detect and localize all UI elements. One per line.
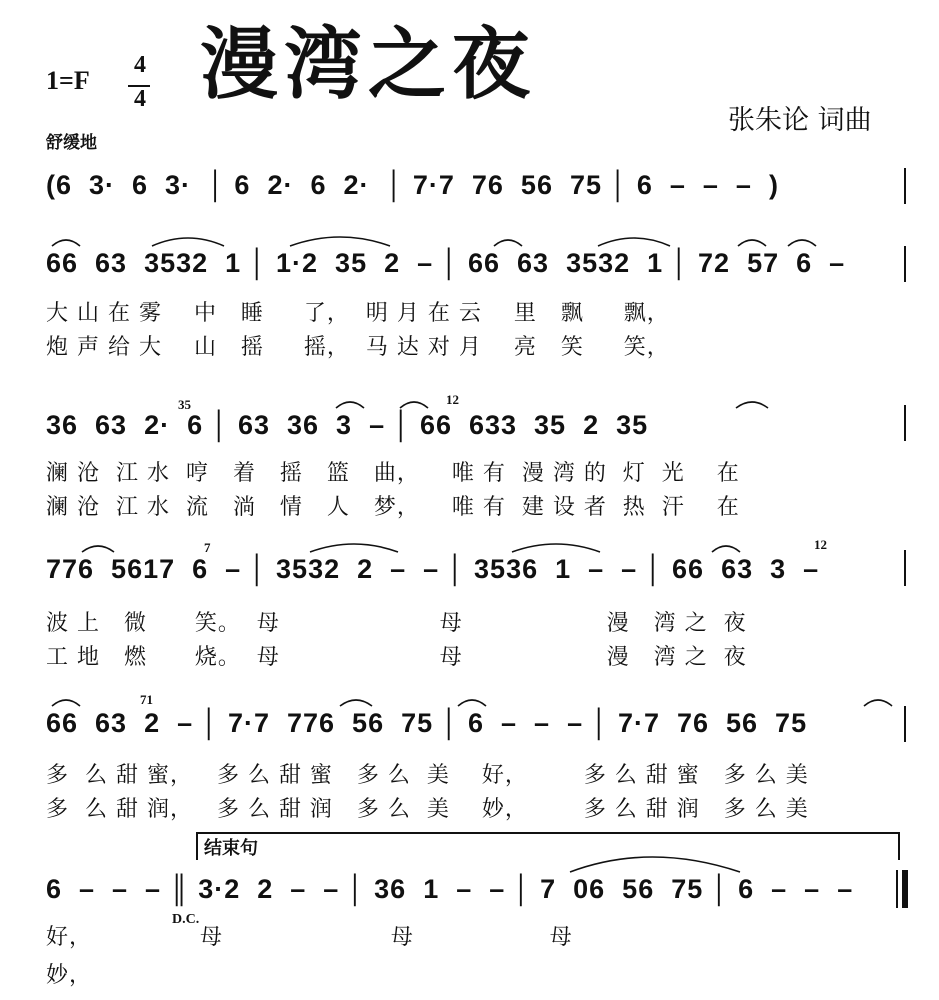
time-signature-bottom: 4 bbox=[134, 86, 146, 112]
tempo-marking: 舒缓地 bbox=[46, 133, 97, 153]
slur bbox=[310, 544, 398, 552]
lyric-line-6-verse-1: 好， bbox=[46, 925, 93, 950]
slur bbox=[340, 700, 372, 706]
slur bbox=[458, 700, 486, 706]
slur bbox=[512, 544, 600, 552]
lyric-line-6-refrain: 母 母 母 bbox=[200, 925, 573, 950]
slur bbox=[400, 402, 428, 408]
lyric-line-4-verse-2: 工 地 燃 烧。 母 母 漫 湾 之 夜 bbox=[46, 645, 747, 670]
slur bbox=[494, 240, 522, 246]
grace-note: 35 bbox=[178, 397, 191, 412]
ending-label: 结束句 bbox=[204, 838, 258, 859]
song-title: 漫湾之夜 bbox=[200, 19, 537, 110]
slur bbox=[290, 237, 390, 246]
slur bbox=[598, 238, 670, 246]
slur bbox=[336, 402, 364, 408]
time-signature-top: 4 bbox=[134, 52, 146, 78]
lyric-line-3-verse-2: 澜 沧 江 水 流 淌 情 人 梦， 唯 有 建 设 者 热 汗 在 bbox=[46, 495, 740, 520]
lyric-line-3-verse-1: 澜 沧 江 水 哼 着 摇 篮 曲， 唯 有 漫 湾 的 灯 光 在 bbox=[46, 461, 740, 486]
slur bbox=[52, 240, 80, 246]
notation-line-5: 66 63 2 – │ 7·7 776 56 75 │ 6 – – – │ 7·7 76 56 75 bbox=[46, 708, 808, 738]
grace-note: 12 bbox=[814, 537, 827, 552]
lyric-line-2-verse-1: 大 山 在 雾 中 睡 了， 明 月 在 云 里 飘 飘， bbox=[46, 301, 670, 326]
notation-line-2: 66 63 3532 1 │ 1·2 35 2 – │ 66 63 3532 1 │ 72 57 6 – bbox=[46, 248, 846, 278]
slur bbox=[864, 700, 892, 706]
slur bbox=[712, 546, 740, 552]
lyric-line-5-verse-2: 多 么 甜 润， 多 么 甜 润 多 么 美 妙， 多 么 甜 润 多 么 美 bbox=[46, 797, 809, 822]
grace-note: 71 bbox=[140, 692, 153, 707]
key-signature: 1=F bbox=[46, 66, 90, 95]
notation-line-6: 6 – – – ║ 3·2 2 – – │ 36 1 – – │ 7 06 56 75 │ 6 – – – bbox=[46, 874, 854, 904]
lyric-line-6-verse-2: 妙， bbox=[46, 963, 93, 988]
notation-line-4: 776 5617 6 – │ 3532 2 – – │ 3536 1 – – │ 66 63 3 – bbox=[46, 554, 820, 584]
lyric-line-2-verse-2: 炮 声 给 大 山 摇 摇， 马 达 对 月 亮 笑 笑， bbox=[46, 335, 670, 360]
lyric-line-5-verse-1: 多 么 甜 蜜， 多 么 甜 蜜 多 么 美 好， 多 么 甜 蜜 多 么 美 bbox=[46, 763, 809, 788]
dc-marking: D.C. bbox=[172, 912, 200, 927]
lyric-line-4-verse-1: 波 上 微 笑。 母 母 漫 湾 之 夜 bbox=[46, 611, 747, 636]
slur bbox=[52, 700, 80, 706]
author-credit: 张朱论 词曲 bbox=[728, 105, 872, 136]
grace-note: 7 bbox=[204, 540, 211, 555]
notation-line-3: 36 63 2· 6 │ 63 36 3 – │ 66 633 35 2 35 bbox=[46, 410, 649, 440]
notation-line-1: (6 3· 6 3· │ 6 2· 6 2· │ 7·7 76 56 75 │ 6 – – – ) bbox=[46, 170, 779, 200]
slur bbox=[82, 546, 114, 552]
grace-note: 12 bbox=[446, 392, 459, 407]
slur bbox=[788, 240, 816, 246]
slur bbox=[570, 857, 740, 872]
slur bbox=[152, 238, 224, 246]
slur bbox=[736, 402, 768, 408]
slur bbox=[738, 240, 766, 246]
